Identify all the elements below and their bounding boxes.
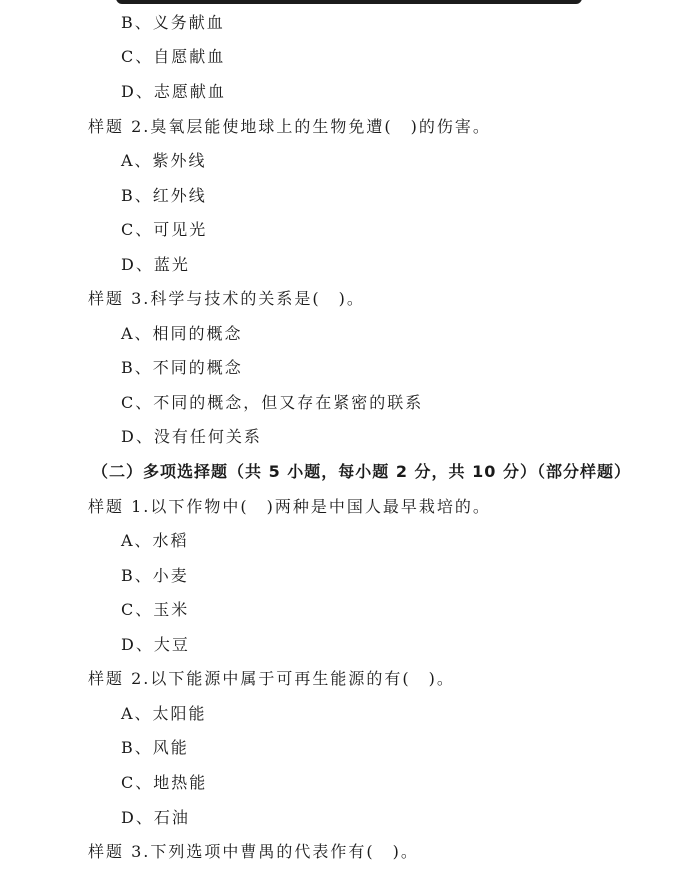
question-line: 样题 1.以下作物中( )两种是中国人最早栽培的。 <box>88 497 491 516</box>
option-line: A、紫外线 <box>121 151 207 170</box>
question-line: 样题 3.科学与技术的关系是( )。 <box>88 289 365 308</box>
question-line: 样题 2.以下能源中属于可再生能源的有( )。 <box>88 669 455 688</box>
option-line: D、大豆 <box>121 635 190 654</box>
option-line: B、红外线 <box>121 186 207 205</box>
question-line: 样题 2.臭氧层能使地球上的生物免遭( )的伤害。 <box>88 117 491 136</box>
option-line: B、小麦 <box>121 566 189 585</box>
option-line: C、地热能 <box>121 773 208 792</box>
option-line: B、不同的概念 <box>121 358 243 377</box>
option-line: B、义务献血 <box>121 13 225 32</box>
option-line: C、玉米 <box>121 600 190 619</box>
question-line: 样题 3.下列选项中曹禺的代表作有( )。 <box>88 842 419 861</box>
option-line: C、自愿献血 <box>121 47 226 66</box>
option-line: A、太阳能 <box>121 704 207 723</box>
option-line: D、志愿献血 <box>121 82 226 101</box>
option-line: A、水稻 <box>121 531 189 550</box>
top-edge-bar <box>116 0 582 4</box>
option-line: A、相同的概念 <box>121 324 243 343</box>
option-line: D、蓝光 <box>121 255 190 274</box>
section-heading: （二）多项选择题（共 5 小题，每小题 2 分，共 10 分）（部分样题） <box>92 462 631 481</box>
option-line: D、石油 <box>121 808 190 827</box>
option-line: D、没有任何关系 <box>121 427 262 446</box>
option-line: B、风能 <box>121 738 189 757</box>
option-line: C、不同的概念，但又存在紧密的联系 <box>121 393 424 412</box>
option-line: C、可见光 <box>121 220 208 239</box>
